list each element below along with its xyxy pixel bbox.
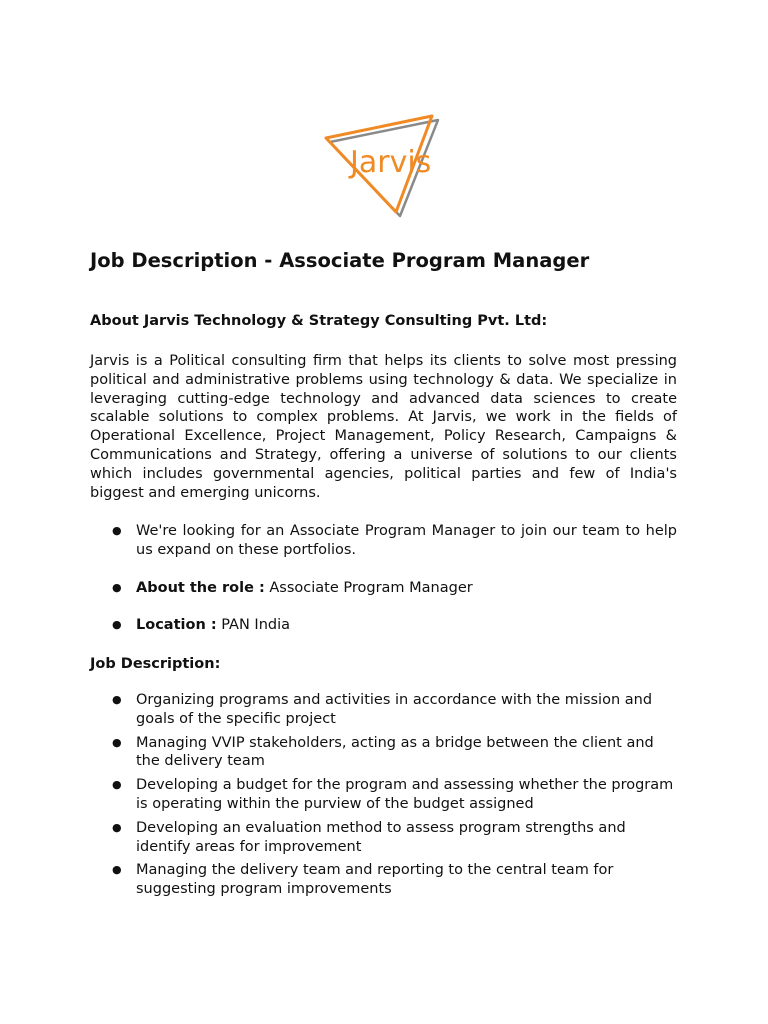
duty-text: Organizing programs and activities in accordance with the mission and goals of the specific project [136,692,653,727]
list-item [90,616,677,635]
bullet-icon: ● [112,863,122,877]
duty-text: Developing a budget for the program and assessing whether the program is operating within the purview of the budget assigned [136,777,674,812]
list-item [90,819,677,857]
bullet-icon: ● [112,778,122,792]
bullet-icon: ● [112,618,122,632]
list-item [90,691,677,729]
list-item [90,734,677,772]
role-label: About the role : [136,579,265,596]
bullet-icon: ● [112,580,122,594]
bullet-icon: ● [112,735,122,749]
bullet-icon: ● [112,693,122,706]
about-company-paragraph: Jarvis is a Political consulting firm that helps its clients to solve most pressing political and administrative problems using technology & data. We specialize in leveraging cutting-edge technology and advanced data sciences to create scalable solutions to complex problems. At Jarvis, we work in the fields of Operational Excellence, Project Management, Policy Research, Campaigns & Communications and Strategy, offering a universe of solutions to our clients which includes governmental agencies, political parties and few of India's biggest and emerging unicorns. [90,353,677,501]
page-title: Job Description - Associate Program Manager [90,249,590,272]
duty-text: Developing an evaluation method to assess program strengths and identify areas for improvement [136,819,626,855]
duty-text: Managing VVIP stakeholders, acting as a bridge between the client and the delivery team [136,734,654,770]
list-item [90,522,677,560]
role-info-list [90,522,677,654]
role-value: Associate Program Manager [269,579,473,596]
list-item [90,861,677,899]
location-label: Location : [136,617,217,634]
duties-list [90,691,677,904]
list-item [90,776,677,814]
about-company-heading: About Jarvis Technology & Strategy Consulting Pvt. Ltd: [90,313,548,329]
logo-wordmark: Jarvis [350,145,432,180]
bullet-icon: ● [112,524,122,537]
jarvis-logo-graphic [322,112,452,224]
duty-text: Managing the delivery team and reporting to the central team for suggesting program improvements [136,862,614,898]
location-value: PAN India [221,617,291,634]
bullet-icon: ● [112,820,122,834]
intro-bullet-text: We're looking for an Associate Program Manager to join our team to help us expand on these portfolios. [136,523,677,558]
jarvis-logo [322,112,452,224]
list-item [90,579,677,598]
job-description-heading: Job Description: [90,656,221,672]
